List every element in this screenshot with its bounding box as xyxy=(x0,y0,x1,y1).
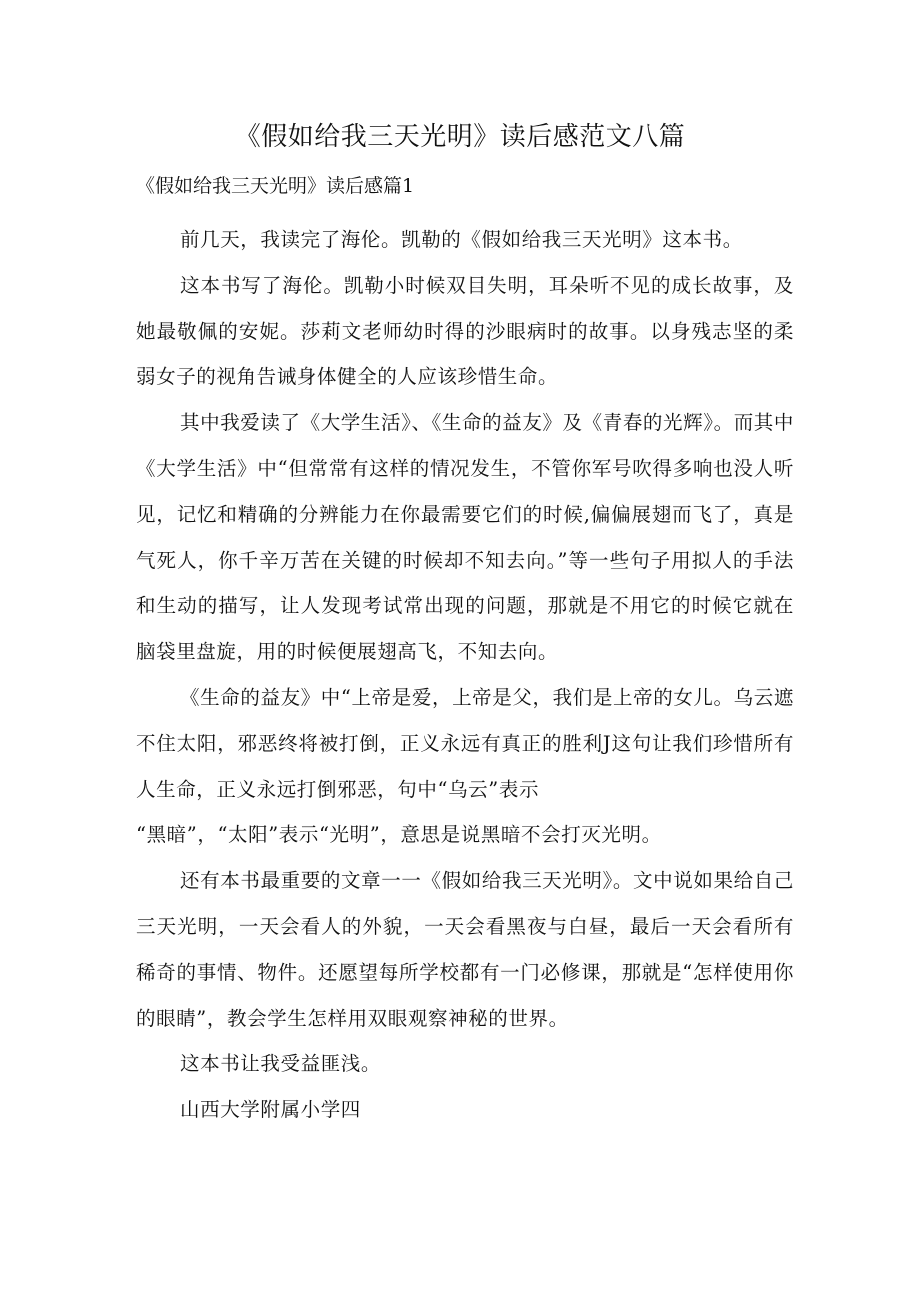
paragraph: 这本书让我受益匪浅。 xyxy=(180,1052,382,1076)
paragraph: 山西大学附属小学四 xyxy=(180,1098,361,1122)
paragraph: 其中我爱读了《大学生活》、《生命的益友》及《青春的光辉》。而其中《大学生活》中“但常常有这样的情况发生，不管你军号吹得多响也没人听见，记忆和精确的分辨能力在你最需要它们的时候,偏偏展翅而飞了，真是气死人，你千辛万苦在关键的时候却不知去向。”等一些句子用拟人的手法和生动的描写，让人发现考试常出现的问题，那就是不用它的时候它就在脑袋里盘旋，用的时候便展翅高飞，不知去向。 xyxy=(136,411,794,664)
paragraph: 《生命的益友》中“上帝是爱，上帝是父，我们是上帝的女儿。乌云遮不住太阳，邪恶终将被打倒，正义永远有真正的胜利J这句让我们珍惜所有人生命，正义永远打倒邪恶，句中“乌云”表示 xyxy=(136,685,794,801)
paragraph: 还有本书最重要的文章一一《假如给我三天光明》。文中说如果给自己三天光明，一天会看人的外貌，一天会看黑夜与白昼，最后一天会看所有稀奇的事情、物件。还愿望每所学校都有一门必修课，那就是“怎样使用你的眼睛”，教会学生怎样用双眼观察神秘的世界。 xyxy=(136,869,794,1030)
document-title: 《假如给我三天光明》读后感范文八篇 xyxy=(234,122,686,152)
paragraph: 前几天，我读完了海伦。凯勒的《假如给我三天光明》这本书。 xyxy=(180,228,743,251)
paragraph: “黑暗”，“太阳”表示“光明”，意思是说黑暗不会打灭光明。 xyxy=(136,823,662,847)
document-body xyxy=(136,217,794,1133)
paragraph: 这本书写了海伦。凯勒小时候双目失明，耳朵听不见的成长故事，及她最敬佩的安妮。莎莉文老师幼时得的沙眼病时的故事。以身残志坚的柔弱女子的视角告诫身体健全的人应该珍惜生命。 xyxy=(136,273,794,389)
section-heading: 《假如给我三天光明》读后感篇1 xyxy=(136,175,415,197)
